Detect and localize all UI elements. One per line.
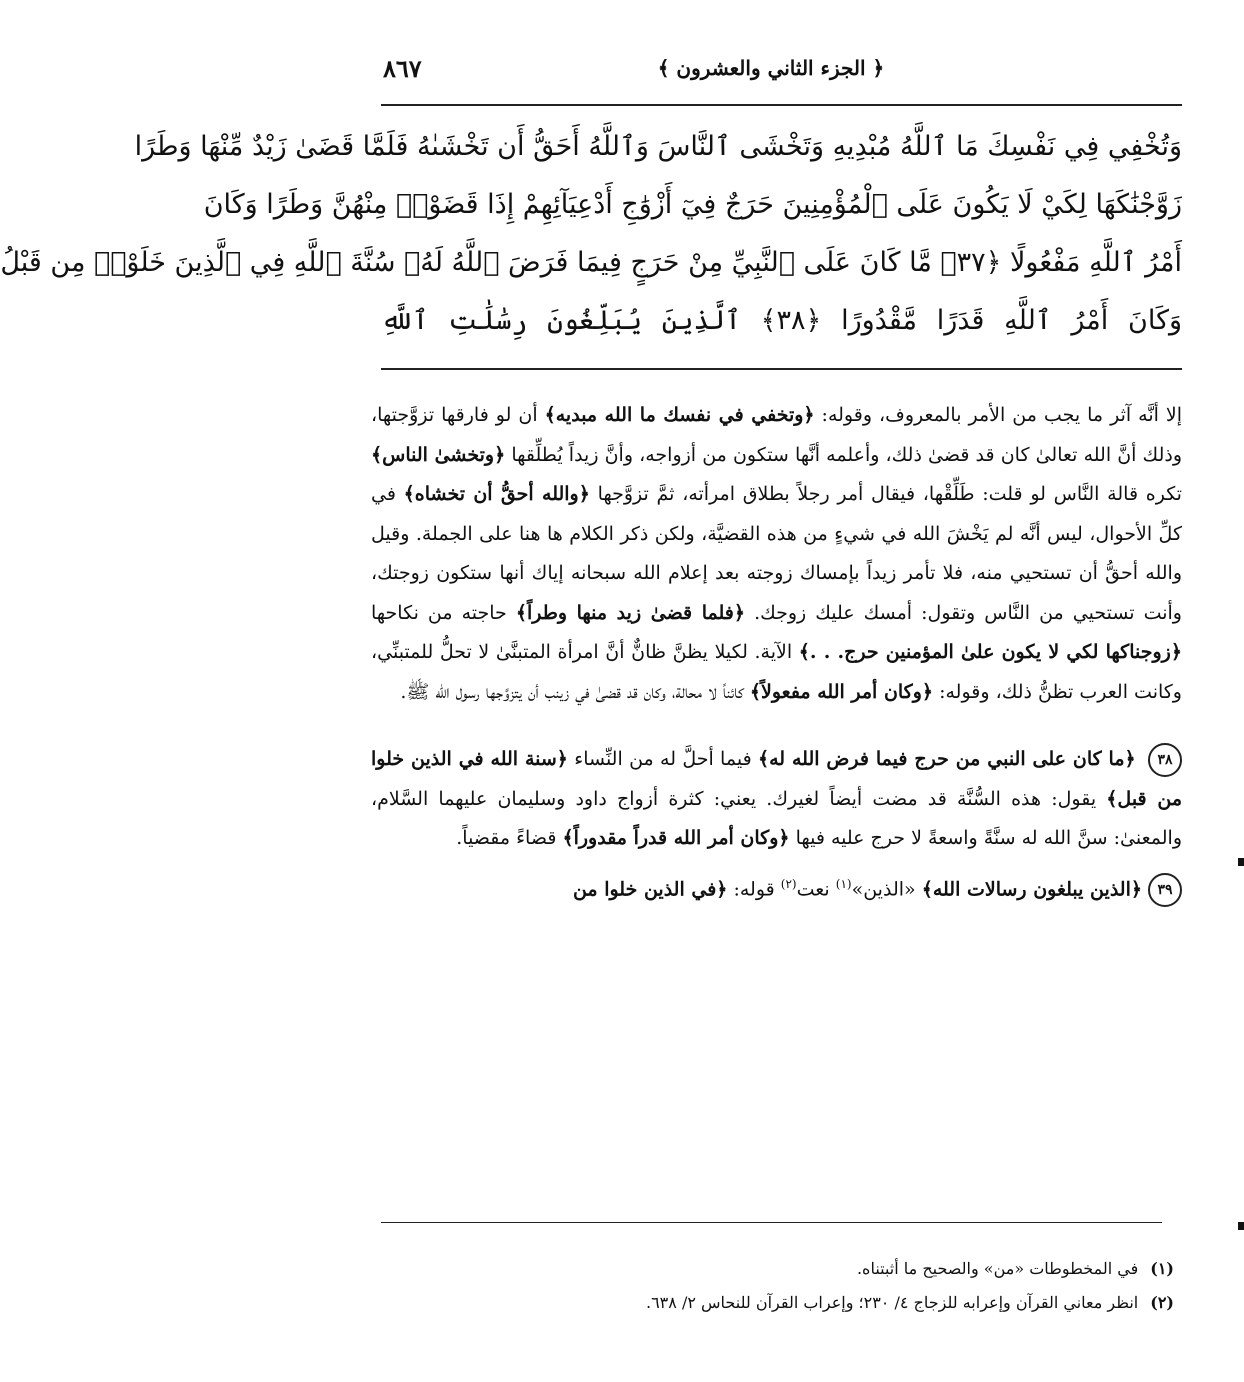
quran-quote: ﴿وتخشىٰ الناس﴾ xyxy=(371,443,506,466)
quran-line: زَوَّجْنَٰكَهَا لِكَيْ لَا يَكُونَ عَلَى ٱلْمُؤْمِنِينَ حَرَجٌ فِيٓ أَزْوَٰجِ أَدْعِيَآئِهِمْ إِذَا قَضَوْا۟ مِنْهُنَّ وَطَرًا وَكَانَ xyxy=(203,189,1182,220)
verse-number-marker: ٣٨ xyxy=(1148,743,1182,777)
commentary-text: «الذين» xyxy=(851,877,922,900)
quran-quote: ﴿سنة الله في الذين خلوا من قبل﴾ xyxy=(371,748,1183,810)
quran-line: وَتُخْفِي فِي نَفْسِكَ مَا ٱللَّهُ مُبْدِيهِ وَتَخْشَى ٱلنَّاسَ وَٱللَّهُ أَحَقُّ أَن تَخْشَىٰهُ فَلَمَّا قَضَىٰ زَيْدٌ مِّنْهَا وَطَرًا xyxy=(134,131,1182,162)
quran-line: أَمْرُ ٱللَّهِ مَفْعُولًا ﴿٣٧﴾ مَّا كَانَ عَلَى ٱلنَّبِيِّ مِنْ حَرَجٍ فِيمَا فَرَضَ ٱللَّهُ لَهُۥ سُنَّةَ ٱللَّهِ فِي ٱلَّذِينَ خَلَوْا۟ مِن قَبْلُ xyxy=(0,247,1182,278)
commentary-paragraph-2 xyxy=(371,740,1182,859)
footnote-item xyxy=(381,1252,1174,1286)
quran-quote: ﴿فلما قضىٰ زيد منها وطراً﴾ xyxy=(515,601,746,624)
commentary-text: حاجته من نكاحها xyxy=(371,601,516,624)
margin-mark xyxy=(1238,1222,1244,1230)
quran-quote: ﴿في الذين خلوا من xyxy=(572,877,728,900)
commentary-text: تكره قالة النَّاس لو قلت: طَلِّقْها، فيقال أمر رجلاً بطلاق امرأته، ثمَّ تزوَّجها xyxy=(589,483,1182,505)
commentary-text: قوله: xyxy=(727,877,781,900)
commentary-paragraph-3 xyxy=(371,865,1182,910)
commentary-text: في كلِّ الأحوال، ليس أنَّه لم يَخْشَ الله في شيءٍ من هذه القضيَّة، ولكن ذكر الكلام ها هنا على الجملة. وقيل والله أحقُّ أن تستحيي منه، فلا تأمر زيداً بإمساك زوجته بعد إعلام الله سبحانه إياك أنها ستكون زوجتك، وأنت تستحيي من النَّاس وتقول: أمسك عليك زوجك. xyxy=(371,483,1182,624)
page-header xyxy=(373,50,1169,90)
commentary-text: نعت xyxy=(796,877,836,900)
margin-mark xyxy=(1238,858,1244,866)
quran-verses-block xyxy=(0,118,1182,350)
quran-quote: ﴿وكان أمر الله مفعولاً﴾ xyxy=(749,680,934,703)
running-title: ﴿ الجزء الثاني والعشرون ﴾ xyxy=(657,56,885,80)
footnote-ref[interactable]: (٢) xyxy=(780,876,797,891)
commentary xyxy=(371,396,1182,909)
quran-quote: ﴿الذين يبلغون رسالات الله﴾ xyxy=(921,877,1142,900)
quran-quote: ﴿زوجناكها لكي لا يكون علىٰ المؤمنين حرج. . .﴾ xyxy=(798,641,1182,663)
section-divider xyxy=(381,368,1182,370)
commentary-paragraph-1 xyxy=(371,396,1182,712)
commentary-text: فيما أحلَّ له من النِّساء xyxy=(567,748,758,770)
footnotes xyxy=(381,1252,1174,1320)
commentary-text: الآية. لكيلا يظنَّ ظانٌّ أنَّ امرأة المتبنَّىٰ لا تحلُّ للمتبنِّي، وكانت العرب تظنُّ ذلك، وقوله: xyxy=(371,641,1182,703)
quran-quote: ﴿وكان أمر الله قدراً مقدوراً﴾ xyxy=(562,827,790,849)
footnote-item xyxy=(381,1286,1174,1320)
quran-line: وَكَانَ أَمْرُ ٱللَّهِ قَدَرًا مَّقْدُورًا ﴿٣٨﴾ ٱلَّذِينَ يُبَلِّغُونَ رِسَٰلَٰتِ ٱللَّهِ xyxy=(381,305,1182,336)
quran-quote: ﴿ما كان على النبي من حرج فيما فرض الله له﴾ xyxy=(757,748,1136,770)
commentary-text: كائناً لا محالة، وكان قد قضىٰ في زينب أن يتزوَّجها رسول الله ﷺ. xyxy=(400,680,750,703)
footnote-divider xyxy=(381,1222,1162,1223)
page-number: ٨٦٧ xyxy=(383,54,422,83)
commentary-text: قضاءً مقضياً. xyxy=(456,827,563,849)
quran-quote: ﴿وتخفي في نفسك ما الله مبديه﴾ xyxy=(544,404,815,426)
commentary-text: إلا أنَّه آثر ما يجب من الأمر بالمعروف، وقوله: xyxy=(814,404,1182,426)
commentary-text: أن لو فارقها تزوَّجتها، وذلك أنَّ الله تعالىٰ كان قد قضىٰ ذلك، وأعلمه أنَّها ستكون من أزواجه، وأنَّ زيداً يُطلِّقها xyxy=(371,404,1182,466)
footnote-number: (١) xyxy=(1150,1259,1174,1278)
footnote-text: في المخطوطات «من» والصحيح ما أثبتناه. xyxy=(856,1259,1139,1278)
footnote-text: انظر معاني القرآن وإعرابه للزجاج ٤/ ٢٣٠؛ وإعراب القرآن للنحاس ٢/ ٦٣٨. xyxy=(645,1293,1139,1312)
footnote-ref[interactable]: (١) xyxy=(835,876,852,891)
header-divider xyxy=(381,104,1182,106)
verse-number-marker: ٣٩ xyxy=(1148,873,1182,907)
quran-quote: ﴿والله أحقُّ أن تخشاه﴾ xyxy=(403,483,590,505)
footnote-number: (٢) xyxy=(1150,1293,1174,1312)
commentary-text: يقول: هذه السُّنَّة قد مضت أيضاً لغيرك. يعني: كثرة أزواج داود وسليمان عليهما السَّلام، والمعنىٰ: سنَّ الله له سنَّةً واسعةً لا حرج عليه فيها xyxy=(371,787,1182,849)
